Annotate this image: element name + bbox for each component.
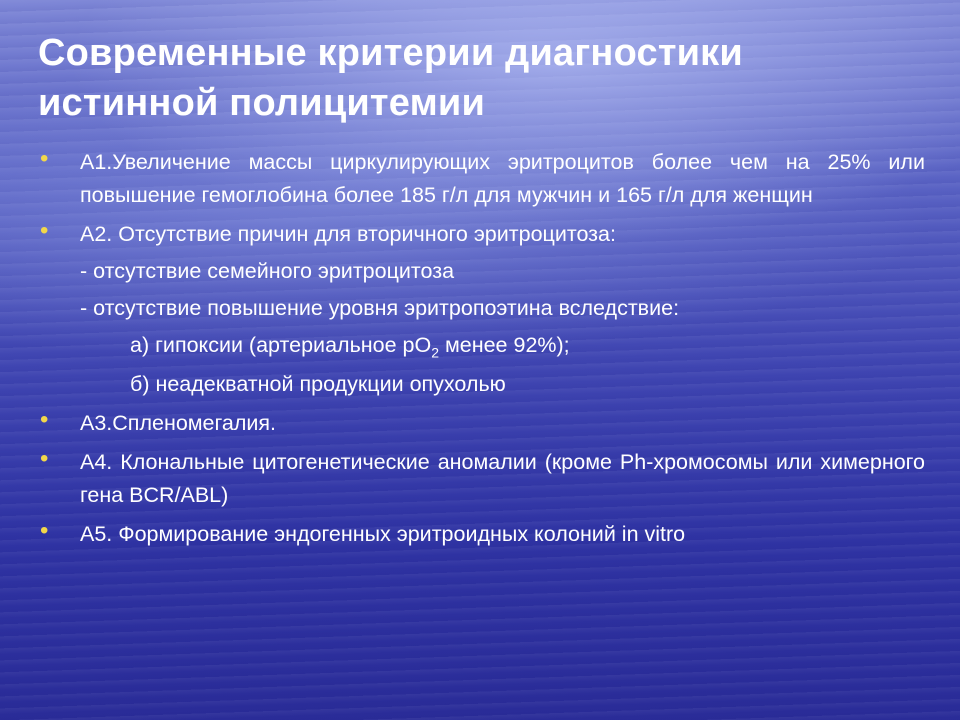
criterion-a3-text: А3.Спленомегалия. bbox=[80, 411, 277, 435]
bullet-icon: • bbox=[40, 217, 49, 244]
criterion-a2-sub-2-a bbox=[40, 329, 925, 362]
slide-title bbox=[38, 28, 918, 128]
criterion-a1 bbox=[40, 146, 925, 212]
sub-a-subscript: 2 bbox=[431, 344, 440, 361]
bullet-icon: • bbox=[40, 445, 49, 472]
sub-a-text-before: а) гипоксии (артериальное рО bbox=[130, 333, 432, 357]
sub-a-text-after: менее 92%); bbox=[439, 333, 570, 357]
criterion-a4 bbox=[40, 446, 925, 512]
criterion-a5 bbox=[40, 518, 925, 551]
criterion-a2-text: А2. Отсутствие причин для вторичного эритроцитоза: bbox=[80, 222, 616, 246]
criterion-a2 bbox=[40, 218, 925, 251]
criterion-a2-sub-2-b: б) неадекватной продукции опухолью bbox=[130, 372, 506, 396]
criterion-a2-sub-1: - отсутствие семейного эритроцитоза bbox=[80, 259, 455, 283]
criterion-a1-text: А1.Увеличение массы циркулирующих эритроцитов более чем на 25% или повышение гемоглобина более 185 г/л для мужчин и 165 г/л для женщин bbox=[80, 150, 925, 207]
criterion-a2-sub-2: - отсутствие повышение уровня эритропоэтина вследствие: bbox=[80, 296, 680, 320]
criterion-a4-text: А4. Клональные цитогенетические аномалии (кроме Ph-хромосомы или химерного гена BCR/ABL) bbox=[80, 450, 925, 507]
title-line-1: Современные критерии диагностики bbox=[38, 32, 743, 74]
bullet-icon: • bbox=[40, 406, 49, 433]
bullet-icon: • bbox=[40, 145, 49, 172]
bullet-icon: • bbox=[40, 517, 49, 544]
criterion-a5-text: А5. Формирование эндогенных эритроидных колоний in vitro bbox=[80, 522, 686, 546]
title-line-2: истинной полицитемии bbox=[38, 82, 486, 124]
criterion-a3 bbox=[40, 407, 925, 440]
criteria-list bbox=[40, 146, 925, 557]
